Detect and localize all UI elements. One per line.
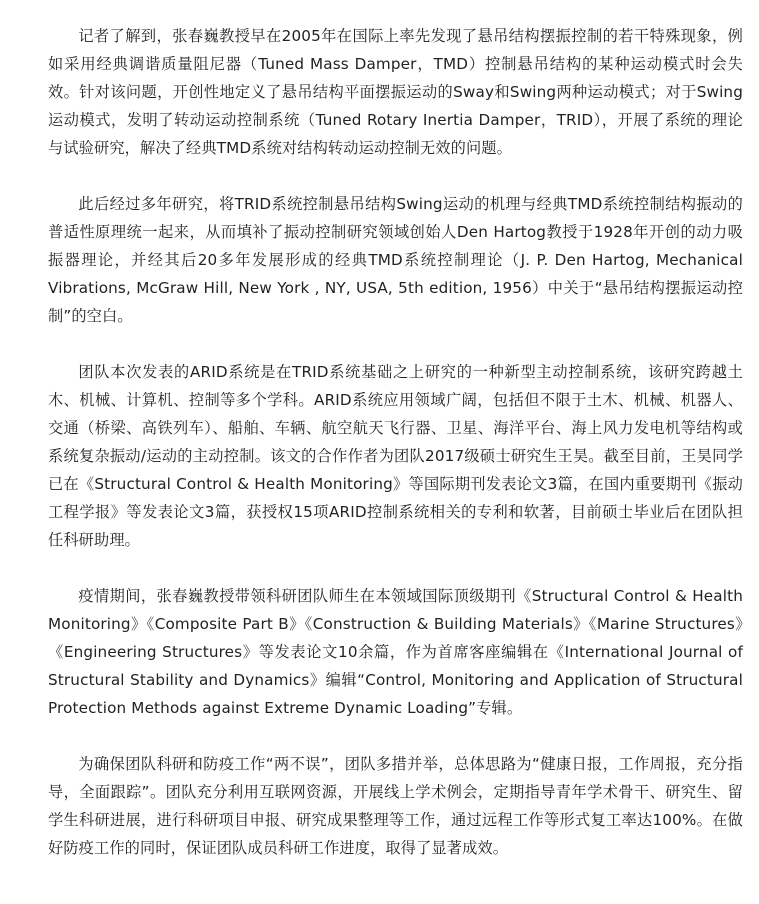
- paragraph-arid-system: 团队本次发表的ARID系统是在TRID系统基础之上研究的一种新型主动控制系统，该研究跨越土木、机械、计算机、控制等多个学科。ARID系统应用领域广阔，包括但不限于土木、机械、机器人、交通（桥梁、高铁列车）、船舶、车辆、航空航天飞行器、卫星、海洋平台、海上风力发电机等结构或系统复杂振动/运动的主动控制。该文的合作作者为团队2017级硕士研究生王昊。截至目前，王昊同学已在《Structural Control & Health Monitoring》等国际期刊发表论文3篇，在国内重要期刊《振动工程学报》等发表论文3篇，获授权15项ARID控制系统相关的专利和软著，目前硕士毕业后在团队担任科研助理。: [48, 363, 743, 549]
- paragraph-discovery: 记者了解到，张春巍教授早在2005年在国际上率先发现了悬吊结构摆振控制的若干特殊现象，例如采用经典调谐质量阻尼器（Tuned Mass Damper，TMD）控制悬吊结构的某种运动模式时会失效。针对该问题，开创性地定义了悬吊结构平面摆振运动的Sway和Swing两种运动模式；对于Swing运动模式，发明了转动运动控制系统（Tuned Rotary Inertia Damper，TRID），开展了系统的理论与试验研究，解决了经典TMD系统对结构转动运动控制无效的问题。: [48, 27, 743, 157]
- paragraph-publications: 疫情期间，张春巍教授带领科研团队师生在本领域国际顶级期刊《Structural Control & Health Monitoring》《Composite Part B》《Construction & Building Materials》《Marine Structures》《Engineering Structures》等发表论文10余篇，作为首席客座编辑在《International Journal of Structural Stability and Dynamics》编辑“Control, Monitoring and Application of Structural Protection Methods against Extreme Dynamic Loading”专辑。: [48, 587, 743, 717]
- paragraph-epidemic-work: 为确保团队科研和防疫工作“两不误”，团队多措并举，总体思路为“健康日报，工作周报，充分指导，全面跟踪”。团队充分利用互联网资源，开展线上学术例会，定期指导青年学术骨干、研究生、留学生科研进展，进行科研项目申报、研究成果整理等工作，通过远程工作等形式复工率达100%。在做好防疫工作的同时，保证团队成员科研工作进度，取得了显著成效。: [48, 755, 743, 857]
- paragraph-theory: 此后经过多年研究，将TRID系统控制悬吊结构Swing运动的机理与经典TMD系统控制结构振动的普适性原理统一起来，从而填补了振动控制研究领域创始人Den Hartog教授于1928年开创的动力吸振器理论，并经其后20多年发展形成的经典TMD系统控制理论（J. P. Den Hartog, Mechanical Vibrations, McGraw Hill, New York , NY, USA, 5th edition, 1956）中关于“悬吊结构摆振运动控制”的空白。: [48, 195, 743, 325]
- article-body: [48, 22, 743, 862]
